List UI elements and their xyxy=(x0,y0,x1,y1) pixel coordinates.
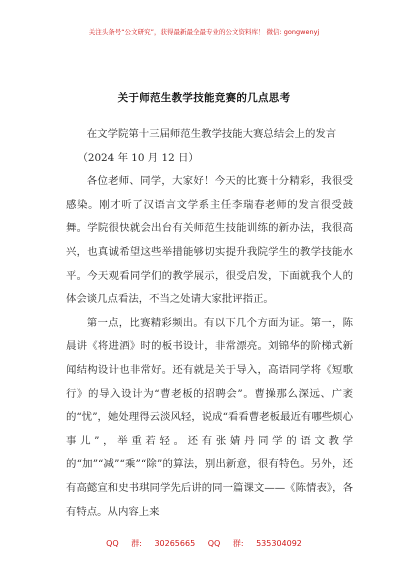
body-paragraph: 第一点，比赛精彩频出。有以下几个方面为证。第一，陈晨讲《将进酒》时的板书设计，非常漂亮。刘锦华的阶梯式新闻结构设计也非常好。还有就是关于导入，高语同学将《短歌行》的导入设计为“曹老板的招聘会”。曹操那么深远、广袤的“忧”，她处理得云淡风轻，说成“看看曹老板最近有哪些烦心事儿”，举重若轻。还有张婧丹同学的语文教学的“加”“减”“乘”“除”的算法，别出新意，很有特色。另外，还有高懿宣和史书琪同学先后讲的同一篇课文——《陈情表》，各有特点。从内容上来 xyxy=(66,316,353,518)
header-note: 关注头条号“公文研究”，获得最新最全最专业的公文资料库！ 微信: gongwenyj xyxy=(88,28,320,36)
body-paragraph: 各位老师、同学，大家好！今天的比赛十分精彩，我很受感染。刚才听了汉语言文学系主任李瑞春老师的发言很受鼓舞。学院很快就会出台有关师范生技能训练的新办法，我很高兴，也真诚希望这些举措能够切实提升我院学生的教学技能水平。今天观看同学们的教学展示，很受启发，下面就我个人的体会谈几点看法，不当之处请大家批评指正。 xyxy=(66,175,353,306)
speech-date: （2024 年 10 月 12 日） xyxy=(77,151,199,164)
footer-qq-groups: QQ 群: 30265665 QQ 群: 535304092 xyxy=(106,539,302,548)
document-body xyxy=(66,123,353,524)
document-title: 关于师范生教学技能竞赛的几点思考 xyxy=(117,92,291,104)
subtitle: 在文学院第十三届师范生教学技能大赛总结会上的发言 xyxy=(86,128,337,140)
